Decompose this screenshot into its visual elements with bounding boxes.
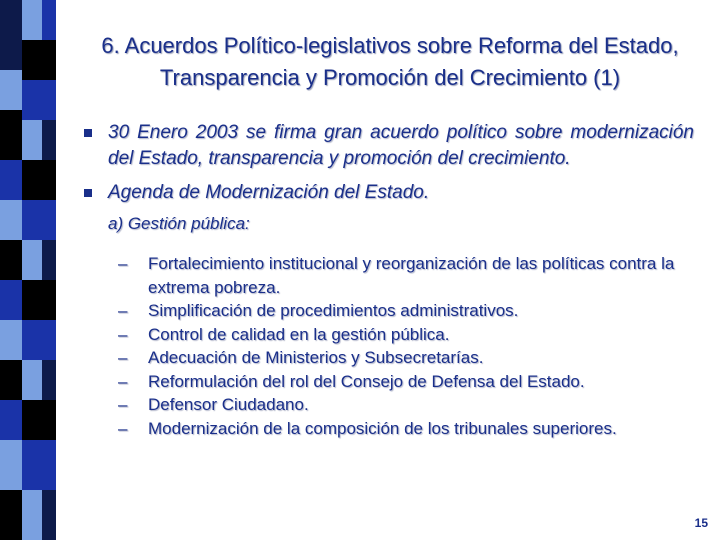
bullet-text: 30 Enero 2003 se firma gran acuerdo político sobre modernización del Estado, transparencia y promoción del crecimiento. (108, 122, 694, 169)
square-bullet-icon (84, 129, 92, 137)
slide-content (84, 120, 694, 440)
page-number: 15 (694, 516, 708, 530)
list-item: – Modernización de la composición de los tribunales superiores. (118, 417, 694, 441)
dash-marker: – (118, 348, 128, 367)
list-item: – Defensor Ciudadano. (118, 393, 694, 417)
dash-list (84, 252, 694, 440)
list-item: – Simplificación de procedimientos administrativos. (118, 299, 694, 323)
sub-heading: a) Gestión pública: (108, 214, 250, 233)
dash-marker: – (118, 395, 128, 414)
bullet-text: Agenda de Modernización del Estado. (108, 182, 430, 203)
list-item: – Fortalecimiento institucional y reorganización de las políticas contra la extrema pobreza. (118, 254, 675, 297)
dash-marker: – (118, 301, 128, 320)
list-item: – Control de calidad en la gestión pública. (118, 323, 694, 347)
dash-marker: – (118, 254, 128, 273)
slide-title: 6. Acuerdos Político-legislativos sobre Reforma del Estado, Transparencia y Promoción del Crecimiento (1) (101, 33, 679, 90)
dash-marker: – (118, 324, 128, 344)
list-item: – Reformulación del rol del Consejo de Defensa del Estado. (118, 370, 694, 394)
dash-marker: – (118, 418, 128, 438)
list-item: – Adecuación de Ministerios y Subsecretarías. (118, 346, 694, 370)
square-bullet-icon (84, 189, 92, 197)
bullet-item (84, 120, 694, 172)
dash-marker: – (118, 371, 128, 391)
bullet-item (84, 180, 694, 206)
